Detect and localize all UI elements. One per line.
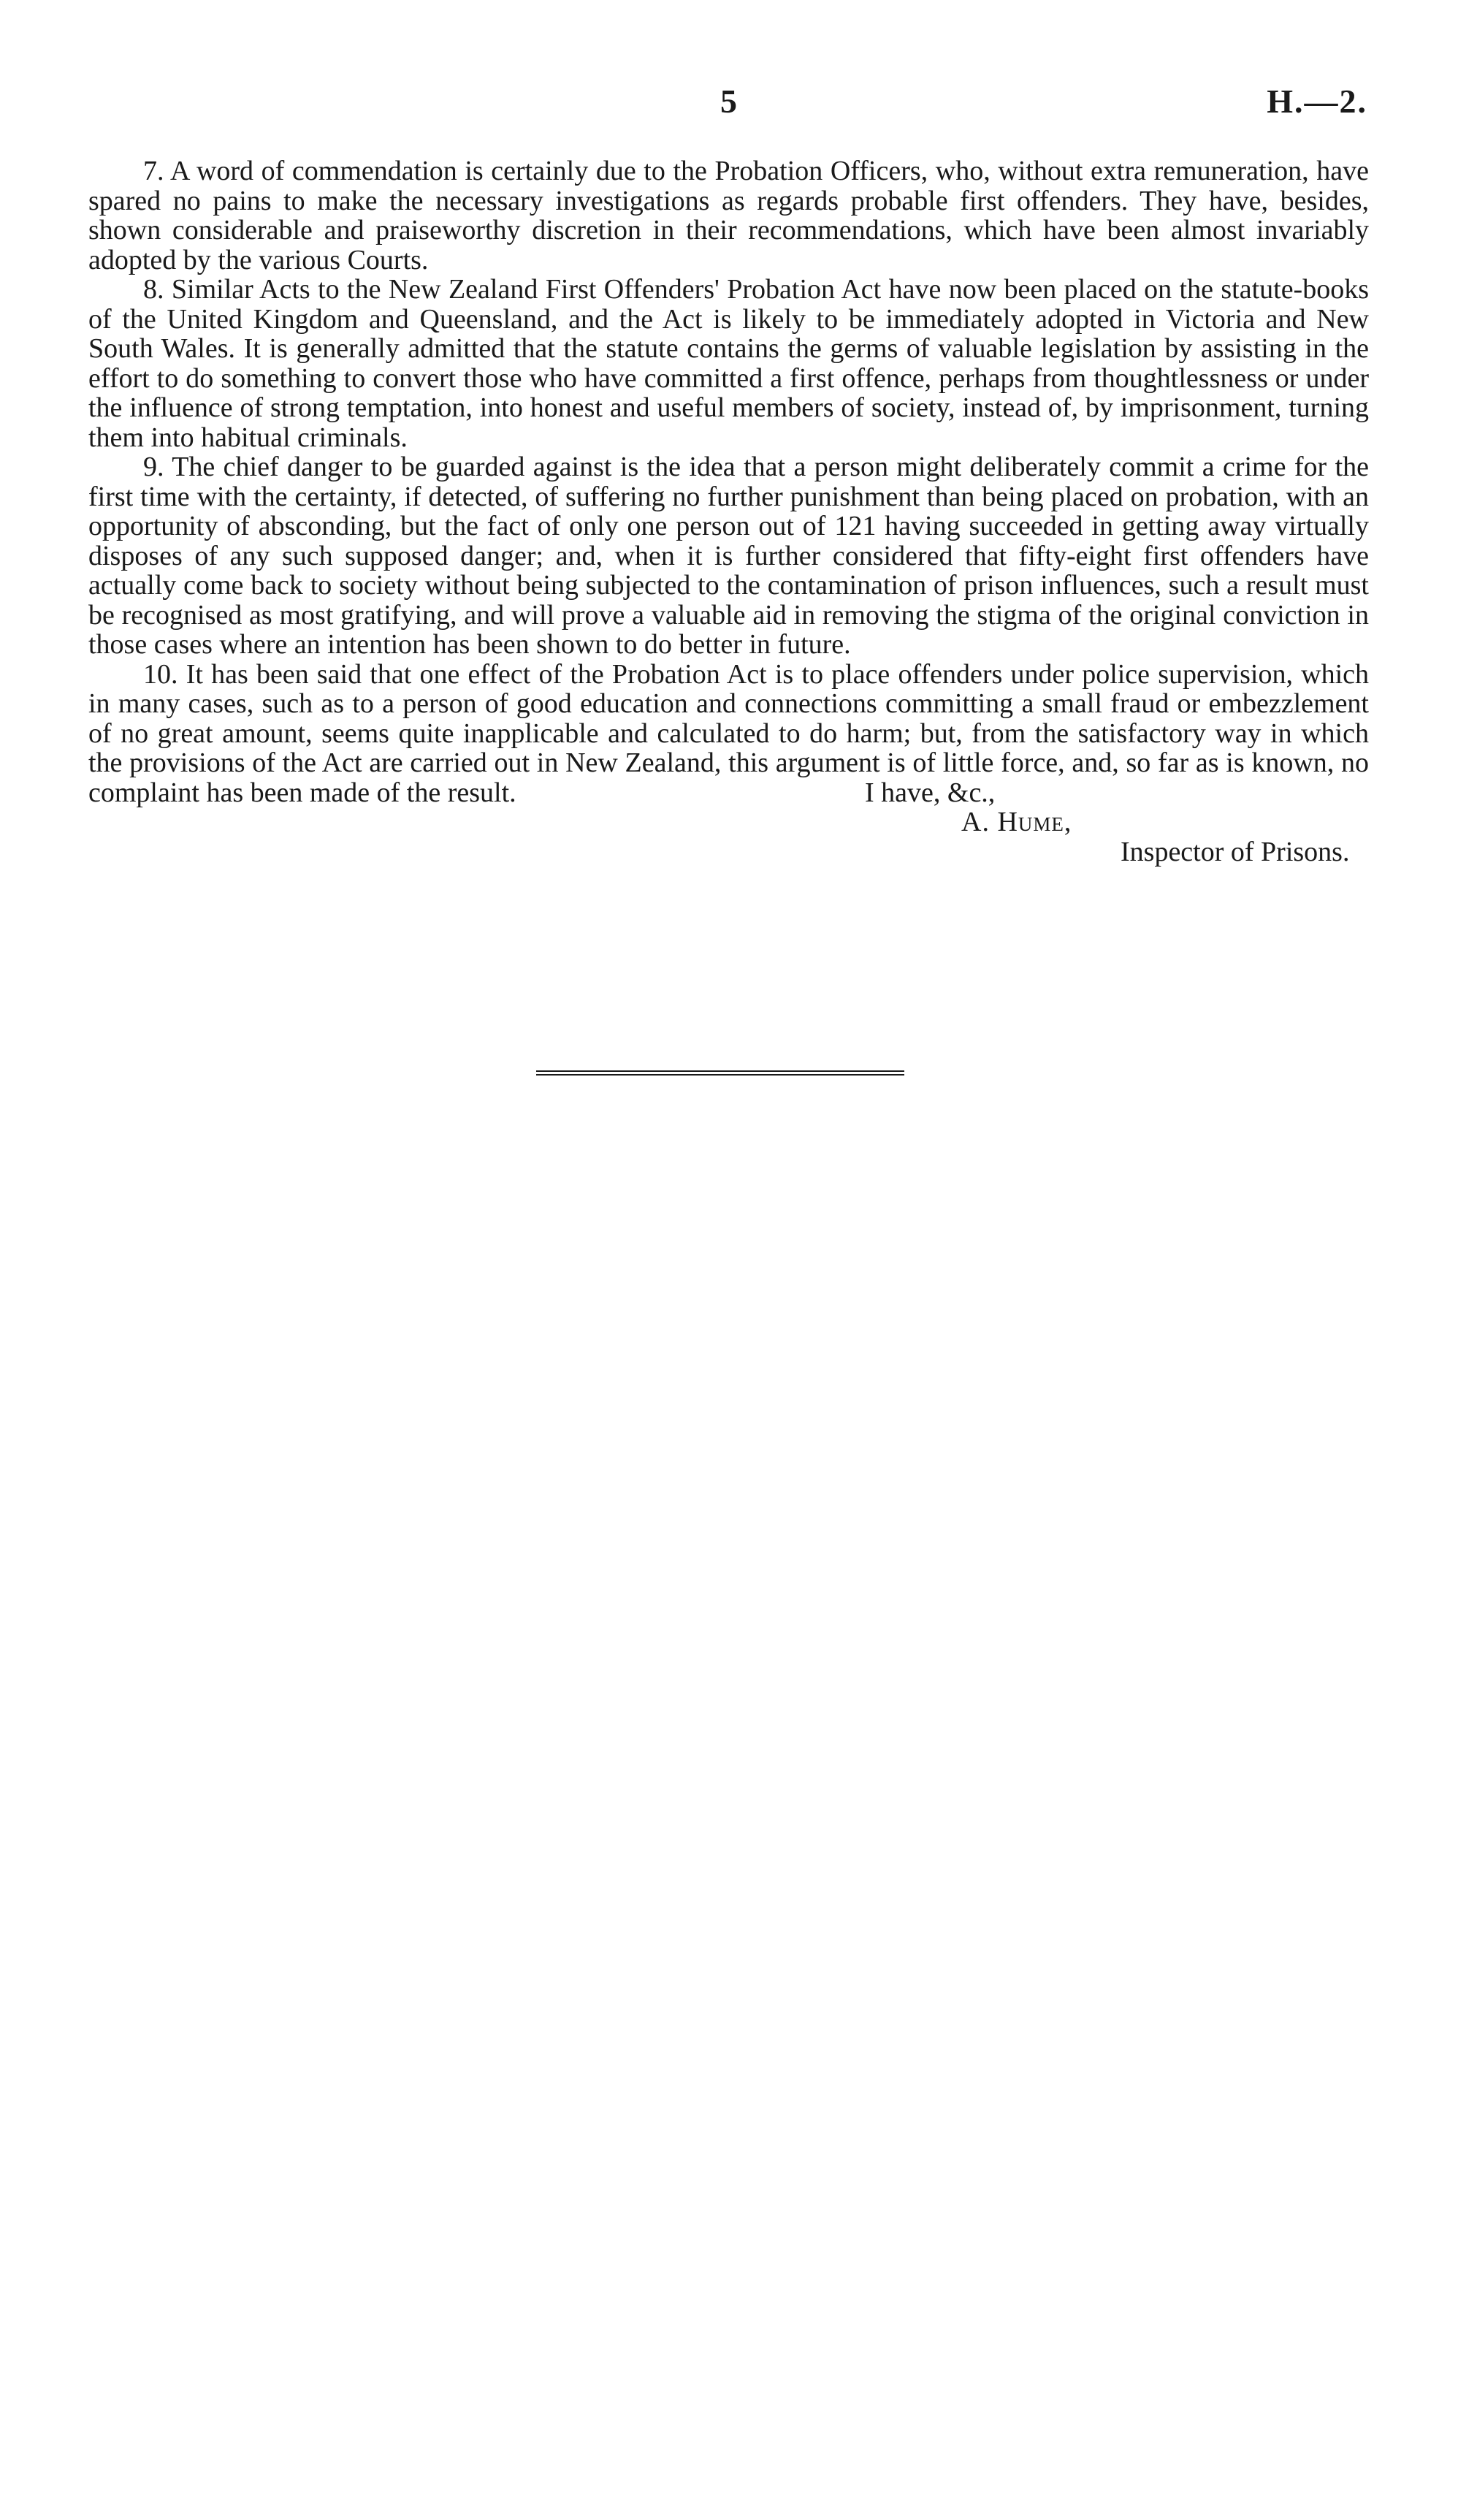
document-body [88,156,1369,897]
paragraph-9: 9. The chief danger to be guarded against is the idea that a person might deliberately commit a crime for the first time with the certainty, if detected, of suffering no further punishment than being placed on probation, with an opportunity of absconding, but the fact of only one person out of 121 having succeeded in getting away virtually disposes of any such supposed danger; and, when it is further considered that fifty-eight first offenders have actually come back to society without being subjected to the contamination of prison influences, such a result must be recognised as most gratifying, and will prove a valuable aid in removing the stigma of the original conviction in those cases where an intention has been shown to do better in future. [88,452,1369,660]
document-reference: H.—2. [1267,83,1367,120]
paragraph-8: 8. Similar Acts to the New Zealand First Offenders' Probation Act have now been placed on the statute-books of the United Kingdom and Queensland, and the Act is likely to be immediately adopted in Victoria and New South Wales. It is generally admitted that the statute contains the germs of valuable legislation by assisting in the effort to do something to convert those who have committed a first offence, perhaps from thoughtlessness or under the influence of strong temptation, into honest and useful members of society, instead of, by imprisonment, turning them into habitual criminals. [88,274,1369,453]
paragraph-7: 7. A word of commendation is certainly due to the Probation Officers, who, without extra remuneration, have spared no pains to make the necessary investigations as regards probable first offenders. They have, besides, shown considerable and praiseworthy discretion in their recommendations, which have been almost invariably adopted by the various Courts. [88,156,1369,275]
signature-block [88,777,1369,897]
paragraph-10: 10. It has been said that one effect of the Probation Act is to place offenders under police supervision, which in many cases, such as to a person of good education and connections committing a small fraud or embezzlement of no great amount, seems quite inapplicable and calculated to do harm; but, from the satisfactory way in which the provisions of the Act are carried out in New Zealand, this argument is of little force, and, so far as is known, no complaint has been made of the result. [88,658,1369,808]
signatory-title: Inspector of Prisons. [1121,836,1350,867]
signatory-name: A. Hume, [961,807,1072,837]
closing-line: I have, &c., [865,777,996,808]
page-number: 5 [720,83,738,120]
double-rule-divider [536,1070,904,1076]
